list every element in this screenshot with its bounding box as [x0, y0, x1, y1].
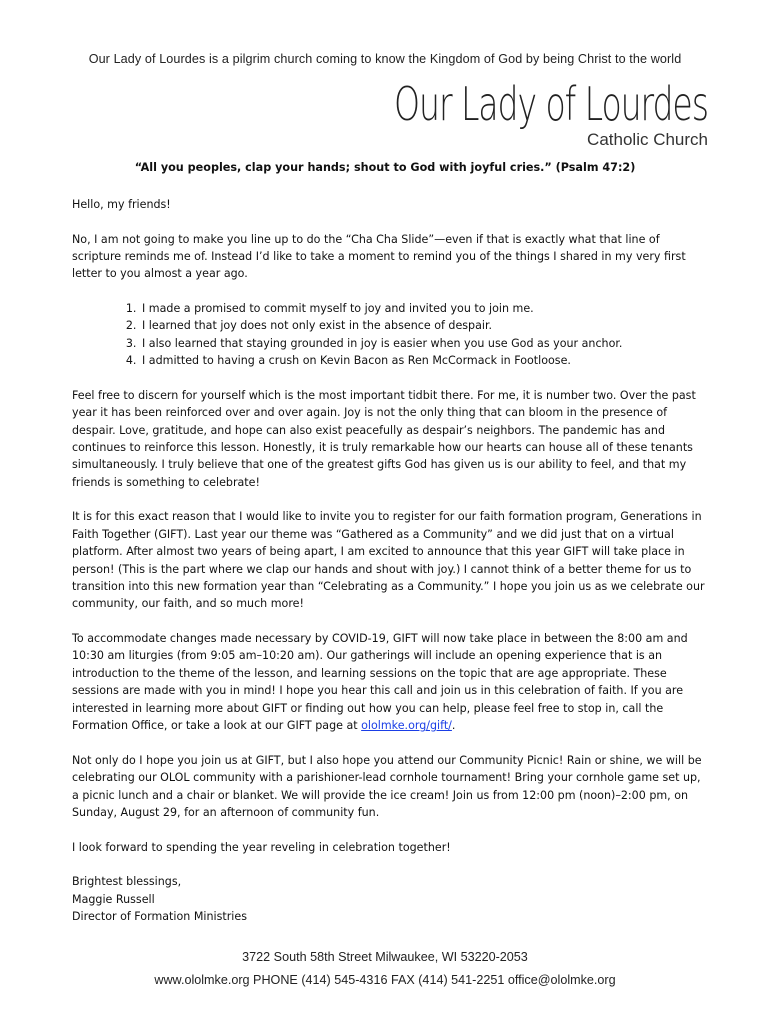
- paragraph-2: Feel free to discern for yourself which is the most important tidbit there. For me, it is number two. Over the past year it has been reinforced over and over again. Joy is not the only thing that can bloom in the presence of despair. Love, gratitude, and hope can also exist peacefully as despair’s neighbors. The pandemic has and continues to reinforce this lesson. Honestly, it is truly remarkable how our hearts can house all of these tenants simultaneously. I truly believe that one of the greatest gifts God has given us is our ability to feel, and that my friends is something to celebrate!: [72, 388, 696, 489]
- joy-list: [72, 300, 706, 370]
- paragraph-4-end: .: [451, 719, 456, 733]
- list-item: 3. I also learned that staying grounded in joy is easier when you use God as your anchor.: [140, 335, 706, 352]
- scripture-quote: “All you peoples, clap your hands; shout to God with joyful cries.” (Psalm 47:2): [134, 161, 636, 174]
- logo-subtitle: Catholic Church: [587, 130, 708, 149]
- footer-address: 3722 South 58th Street Milwaukee, WI 53220-2053: [242, 950, 528, 964]
- gift-page-link[interactable]: ololmke.org/gift/: [361, 719, 452, 733]
- signature-block: [72, 873, 706, 925]
- logo-name: Our Lady of Lourdes: [394, 77, 708, 131]
- signer-name: Maggie Russell: [72, 892, 155, 906]
- paragraph-4: [72, 630, 706, 734]
- greeting: Hello, my friends!: [72, 198, 171, 211]
- church-logo: [272, 78, 708, 150]
- list-item: 1. I made a promised to commit myself to joy and invited you to join me.: [140, 300, 706, 317]
- paragraph-1: No, I am not going to make you line up to do the “Cha Cha Slide”—even if that is exactly what that line of scripture reminds me of. Instead I’d like to take a moment to remind you of the things I shared in my very first letter to you almost a year ago.: [72, 232, 686, 281]
- paragraph-4-text: To accommodate changes made necessary by COVID-19, GIFT will now take place in between the 8:00 am and 10:30 am liturgies (from 9:05 am–10:20 am). Our gatherings will include an opening experience that is an introduction to the theme of the lesson, and learning sessions on the topic that are age appropriate. These sessions are made with you in mind! I hope you hear this call and join us in this celebration of faith. If you are interested in learning more about GIFT or finding out how you can help, please feel free to stop in, call the Formation Office, or take a look at our GIFT page at: [72, 632, 688, 733]
- footer-contact: www.ololmke.org PHONE (414) 545-4316 FAX (414) 541-2251 office@ololmke.org: [154, 973, 616, 987]
- paragraph-3: It is for this exact reason that I would like to invite you to register for our faith formation program, Generations in Faith Together (GIFT). Last year our theme was “Gathered as a Community” and we did just that on a virtual platform. After almost two years of being apart, I am excited to announce that this year GIFT will take place in person! (This is the part where we clap our hands and shout with joy.) I cannot think of a better theme for us to transition into this new formation year than “Celebrating as a Community.” I hope you join us as we celebrate our community, our faith, and so much more!: [72, 510, 705, 611]
- list-item: 4. I admitted to having a crush on Kevin Bacon as Ren McCormack in Footloose.: [140, 352, 706, 369]
- letter-body: [72, 196, 706, 925]
- signer-title: Director of Formation Ministries: [72, 909, 247, 923]
- list-item: 2. I learned that joy does not only exist in the absence of despair.: [140, 317, 706, 334]
- paragraph-5: Not only do I hope you join us at GIFT, but I also hope you attend our Community Picnic! Rain or shine, we will be celebrating our OLOL community with a parishioner-lead cornhole tournament! Bring your cornhole game set up, a picnic lunch and a chair or blanket. We will provide the ice cream! Join us from 12:00 pm (noon)–2:00 pm, on Sunday, August 29, for an afternoon of community fun.: [72, 753, 702, 819]
- closing: Brightest blessings,: [72, 875, 182, 889]
- paragraph-6: I look forward to spending the year reveling in celebration together!: [72, 840, 451, 854]
- header-tagline: Our Lady of Lourdes is a pilgrim church coming to know the Kingdom of God by being Christ to the world: [88, 52, 682, 66]
